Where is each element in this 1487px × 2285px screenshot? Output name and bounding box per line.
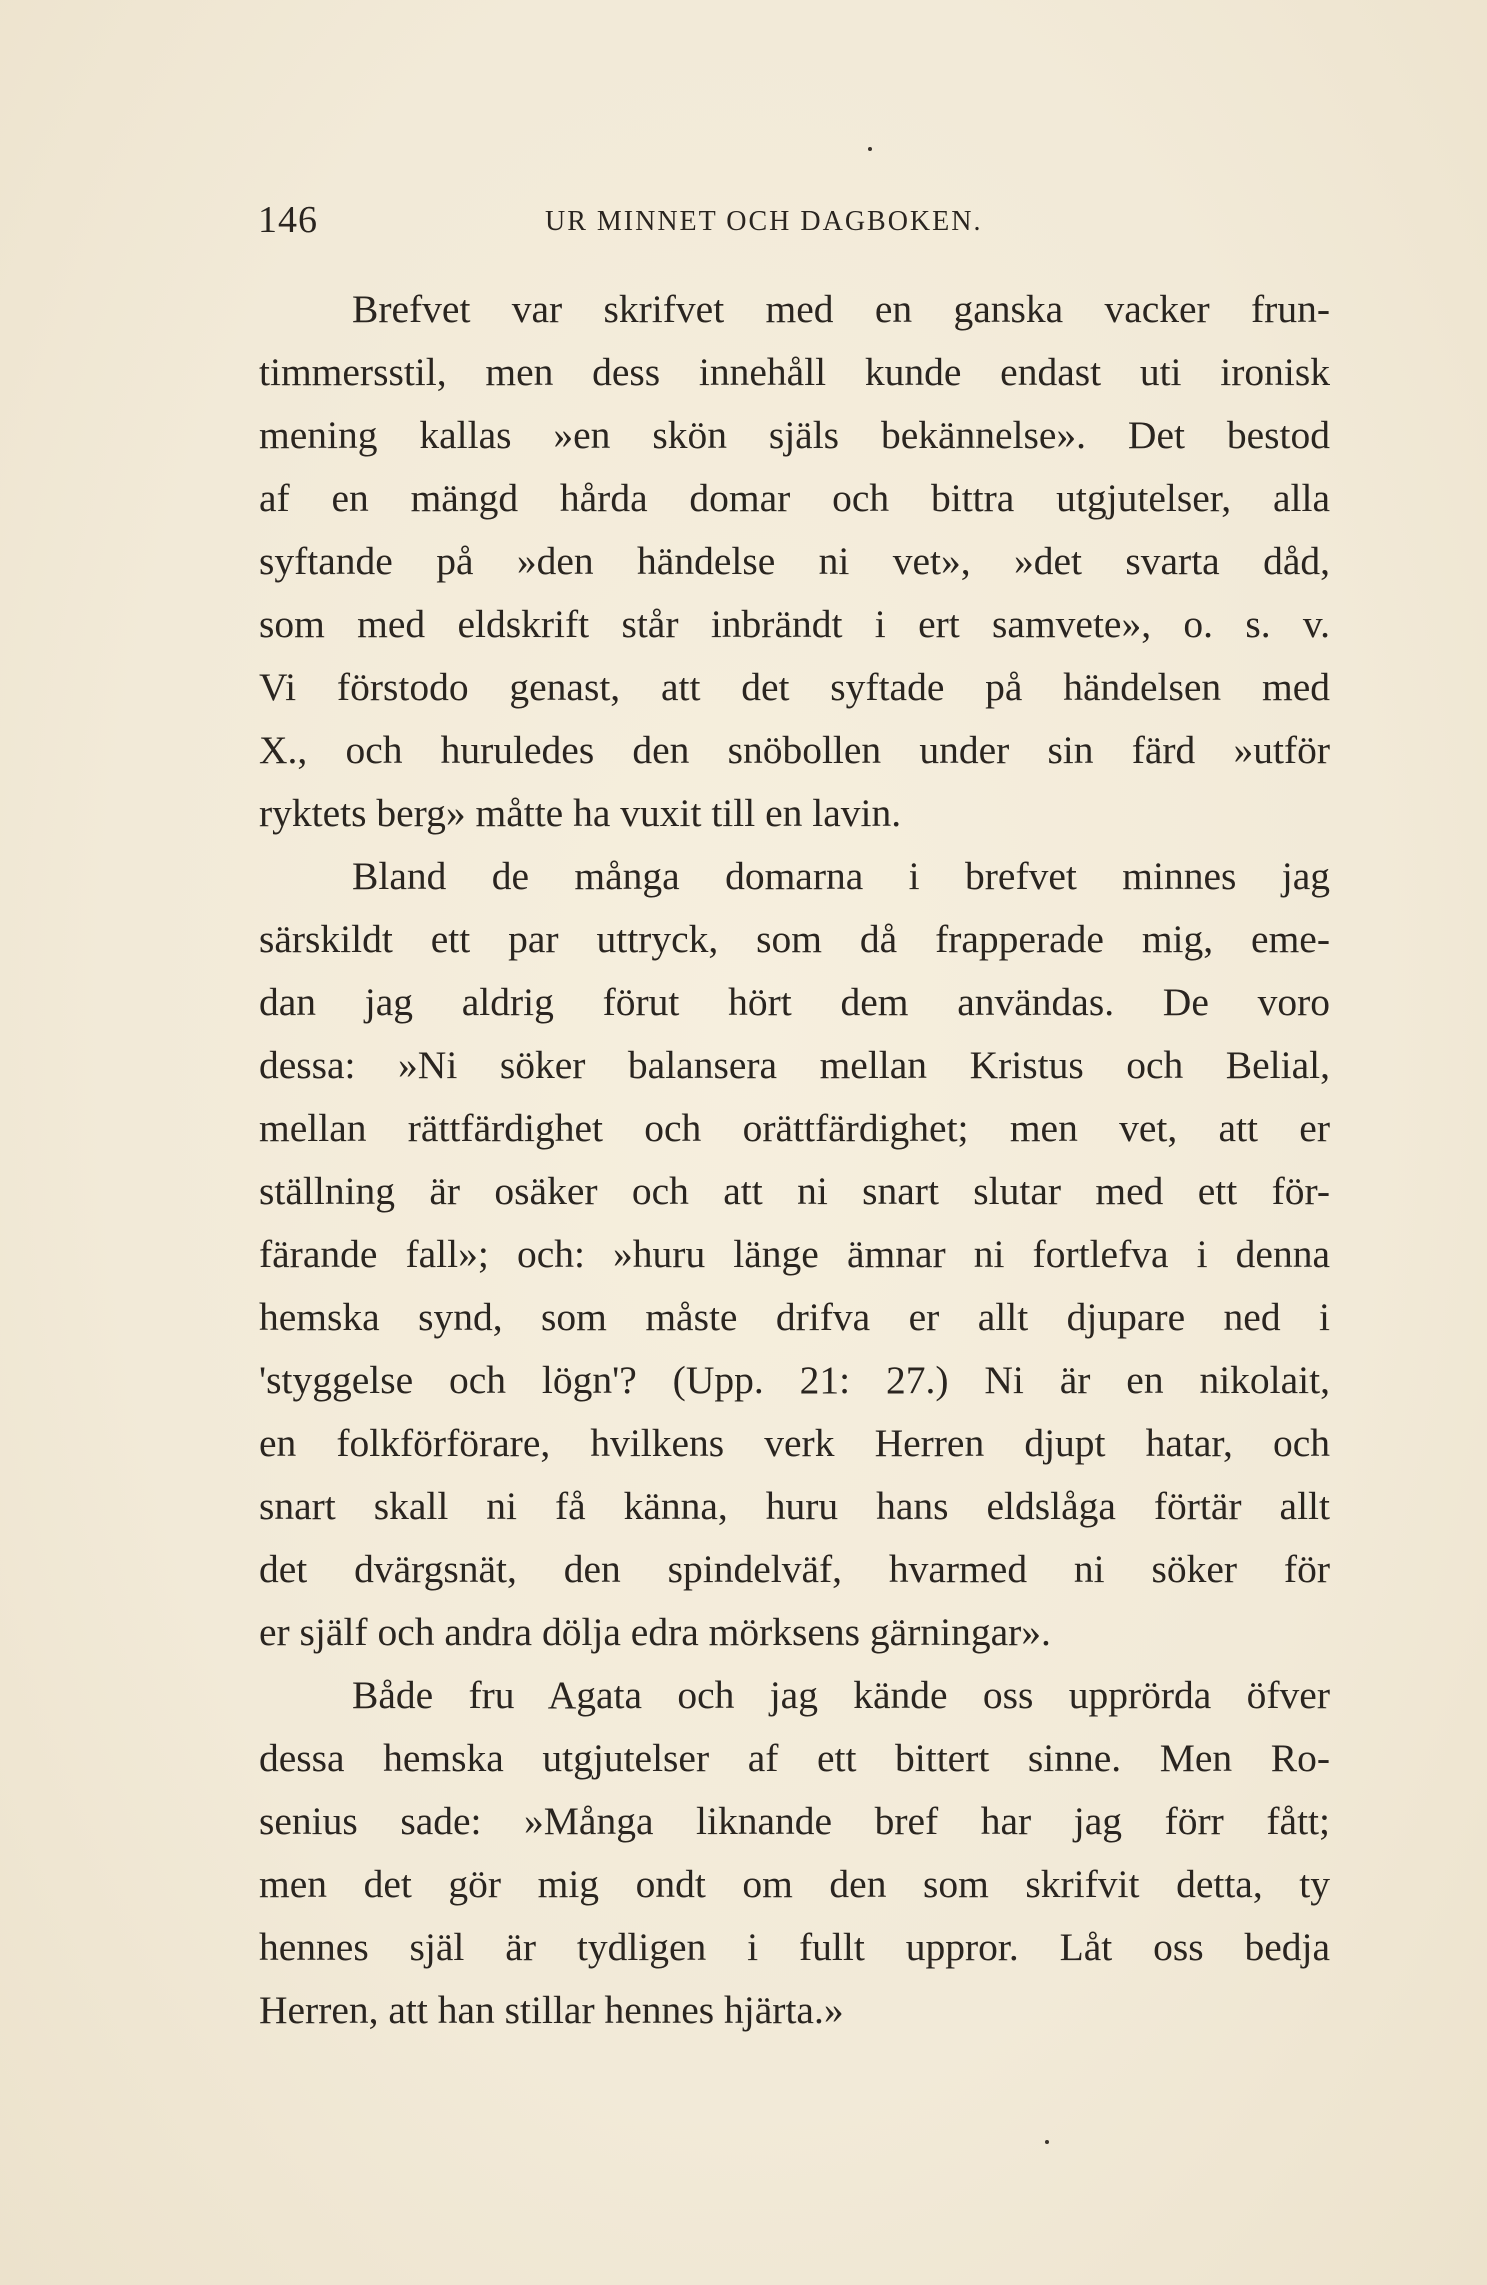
- text-line: ställning är osäker och att ni snart slutar med ett för-: [259, 1169, 1330, 1213]
- page-header: [258, 198, 1338, 248]
- text-line: mellan rättfärdighet och orättfärdighet; men vet, att er: [259, 1106, 1330, 1150]
- text-line: en folkförförare, hvilkens verk Herren djupt hatar, och: [259, 1421, 1330, 1465]
- text-line: syftande på »den händelse ni vet», »det svarta dåd,: [259, 539, 1330, 583]
- text-line: det dvärgsnät, den spindelväf, hvarmed ni söker för: [259, 1547, 1330, 1591]
- print-speck: [868, 147, 872, 151]
- paragraph-2: [259, 845, 1330, 1664]
- text-line: hemska synd, som måste drifva er allt djupare ned i: [259, 1295, 1330, 1339]
- text-line: dessa hemska utgjutelser af ett bittert sinne. Men Ro-: [259, 1736, 1330, 1780]
- text-line: Både fru Agata och jag kände oss upprörda öfver: [352, 1673, 1330, 1717]
- text-line: dessa: »Ni söker balansera mellan Kristus och Belial,: [259, 1043, 1330, 1087]
- text-line: snart skall ni få känna, huru hans eldslåga förtär allt: [259, 1484, 1330, 1528]
- text-line: X., och huruledes den snöbollen under sin färd »utför: [259, 728, 1330, 772]
- running-head: UR MINNET OCH DAGBOKEN.: [545, 206, 983, 237]
- text-line: timmersstil, men dess innehåll kunde endast uti ironisk: [259, 350, 1330, 394]
- paragraph-3: [259, 1664, 1330, 2042]
- paragraph-1: [259, 278, 1330, 845]
- print-speck: [1045, 2140, 1049, 2144]
- text-line: Bland de många domarna i brefvet minnes jag: [352, 854, 1330, 898]
- text-line: hennes själ är tydligen i fullt uppror. Låt oss bedja: [259, 1925, 1330, 1969]
- text-line: särskildt ett par uttryck, som då frapperade mig, eme-: [259, 917, 1330, 961]
- text-line: 'styggelse och lögn'? (Upp. 21: 27.) Ni är en nikolait,: [259, 1358, 1330, 1402]
- body-text: [259, 278, 1330, 2042]
- text-line: Vi förstodo genast, att det syftade på händelsen med: [259, 665, 1330, 709]
- text-line: Brefvet var skrifvet med en ganska vacker frun-: [352, 287, 1330, 331]
- text-line: af en mängd hårda domar och bittra utgjutelser, alla: [259, 476, 1330, 520]
- page-number: 146: [258, 199, 318, 241]
- text-line: senius sade: »Många liknande bref har jag förr fått;: [259, 1799, 1330, 1843]
- text-line: Herren, att han stillar hennes hjärta.»: [259, 1988, 844, 2032]
- text-line: ryktets berg» måtte ha vuxit till en lavin.: [259, 791, 902, 835]
- text-line: dan jag aldrig förut hört dem användas. De voro: [259, 980, 1330, 1024]
- text-line: som med eldskrift står inbrändt i ert samvete», o. s. v.: [259, 602, 1330, 646]
- text-line: färande fall»; och: »huru länge ämnar ni fortlefva i denna: [259, 1232, 1330, 1276]
- text-line: men det gör mig ondt om den som skrifvit detta, ty: [259, 1862, 1330, 1906]
- text-line: mening kallas »en skön själs bekännelse». Det bestod: [259, 413, 1330, 457]
- text-line: er själf och andra dölja edra mörksens gärningar».: [259, 1610, 1051, 1654]
